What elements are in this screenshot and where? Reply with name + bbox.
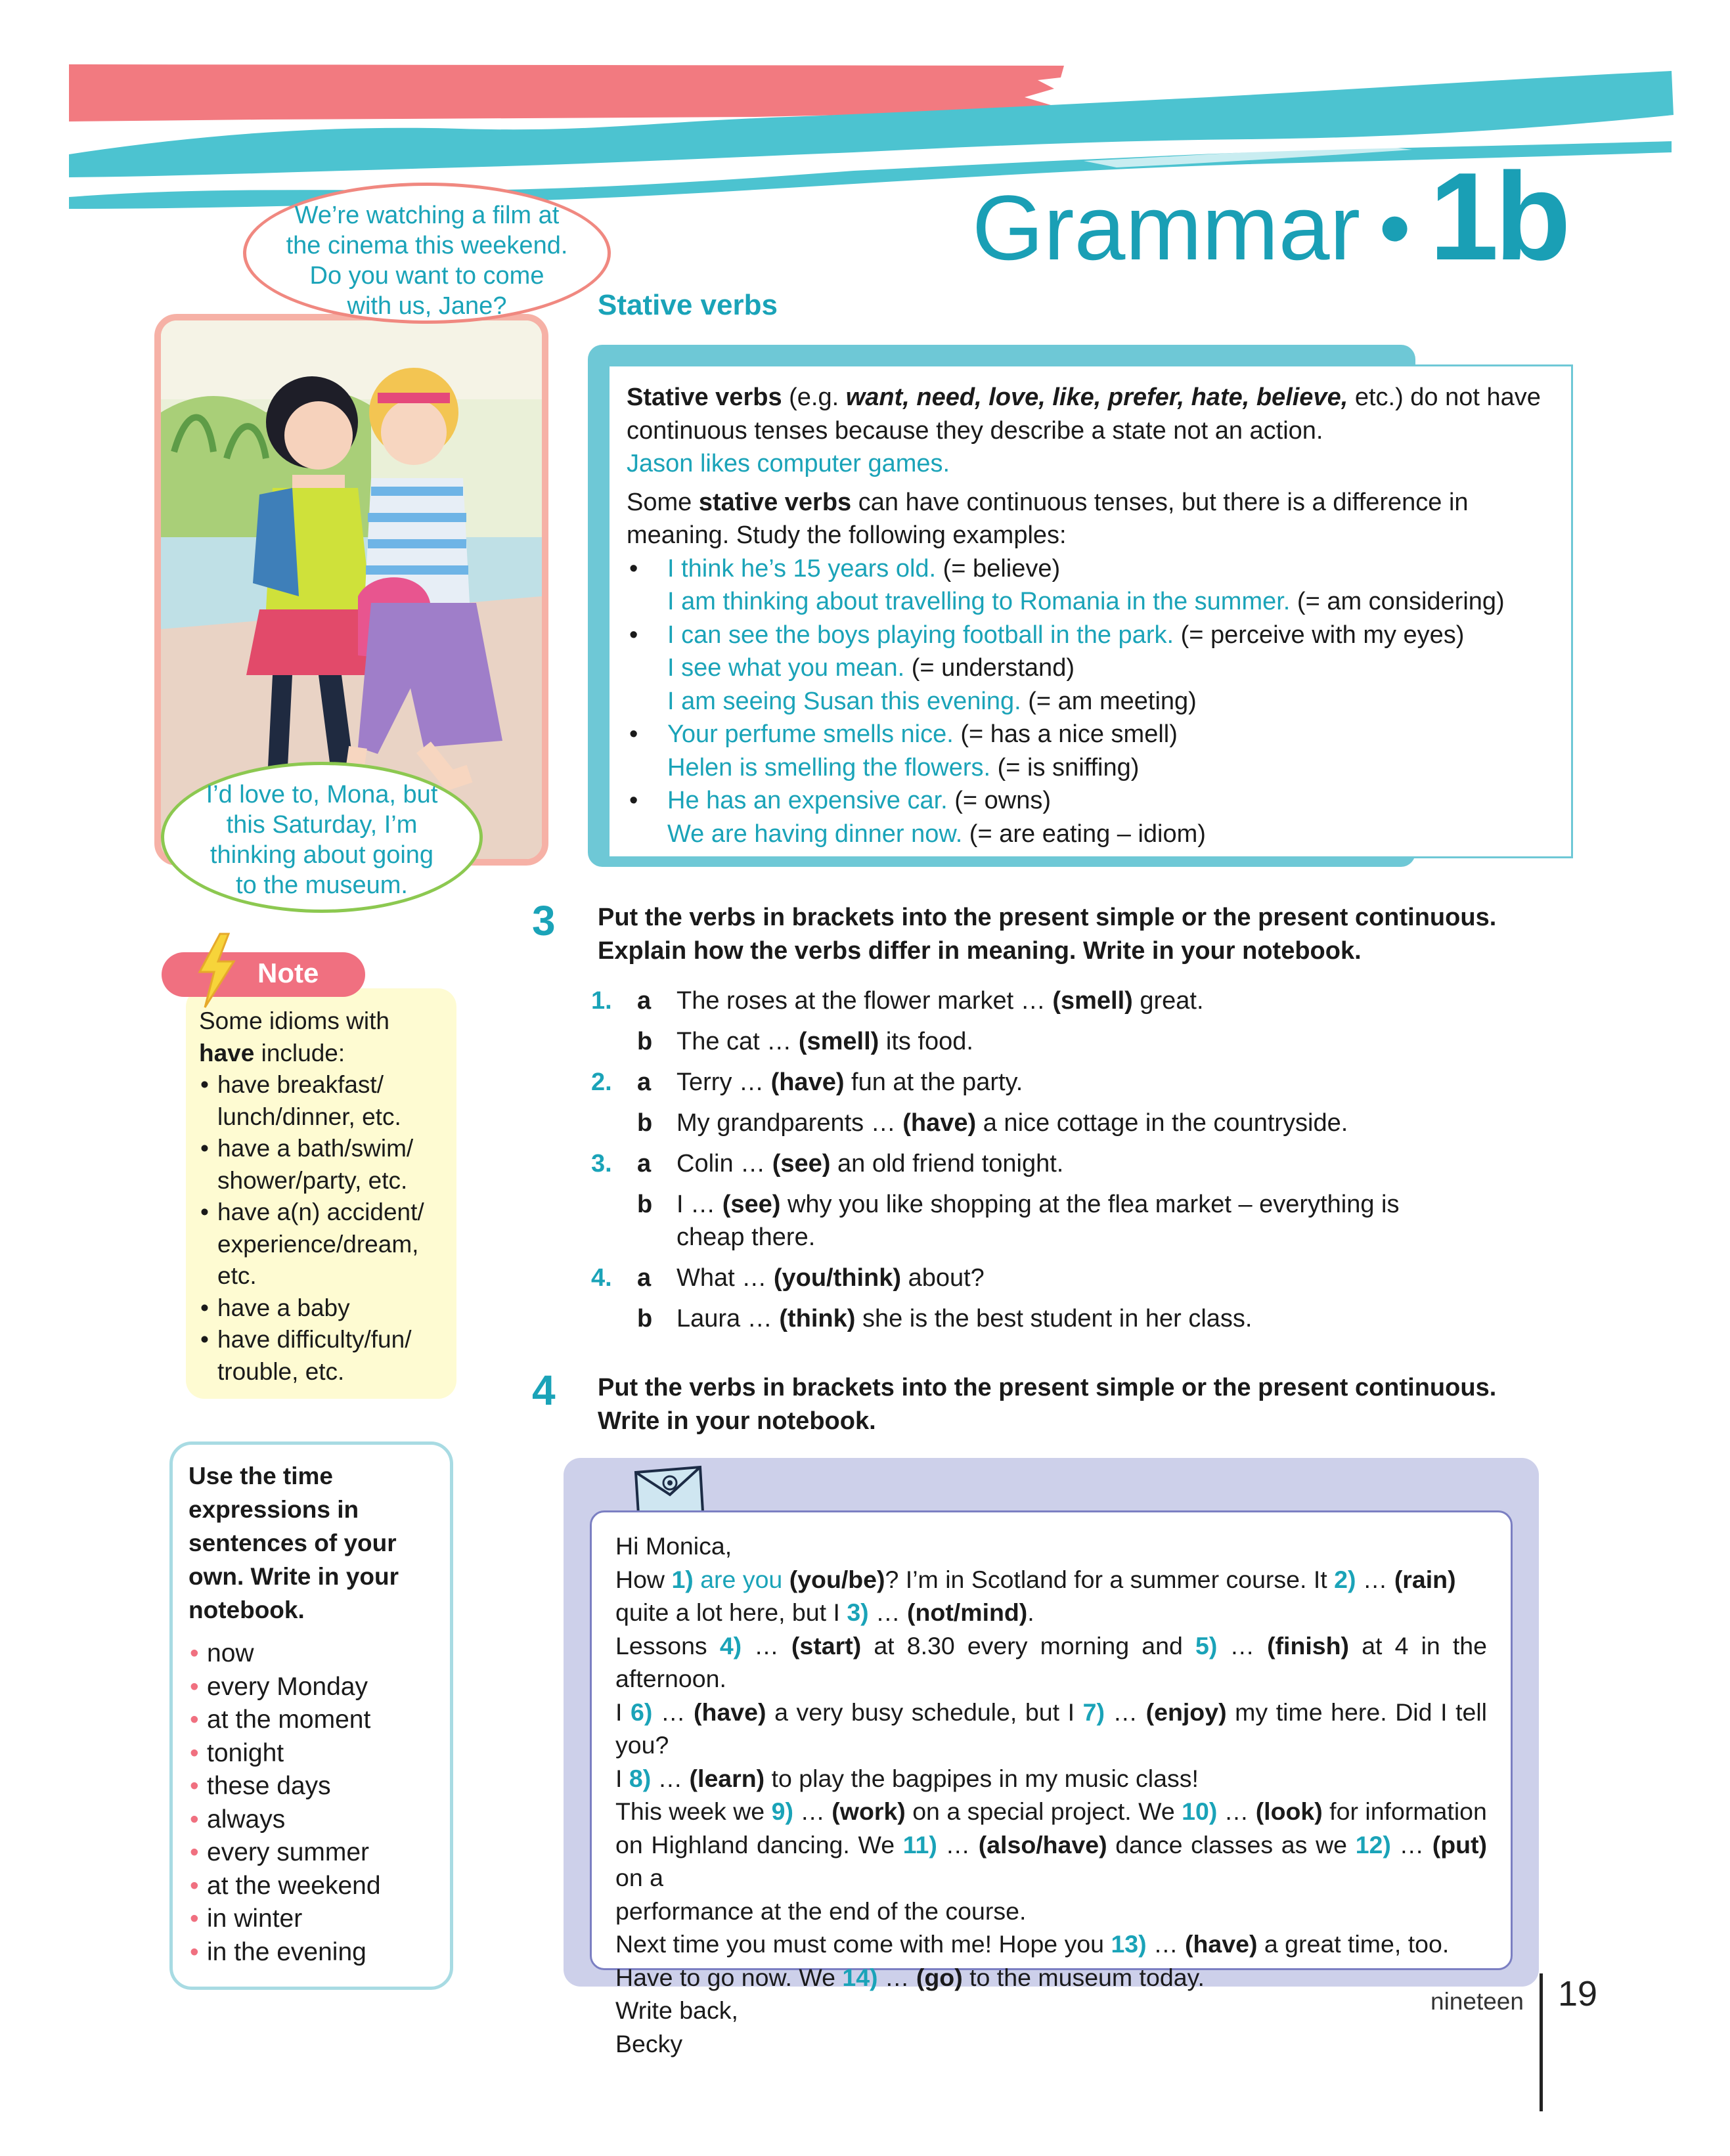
item-text: My grandparents … [676,1109,903,1137]
email-line: I 8) … (learn) to play the bagpipes in my music class! [615,1764,1199,1792]
example-item [627,685,1554,718]
note-box [186,988,456,1399]
example-sentence: I think he’s 15 years old. [667,554,937,583]
email-line: Becky [615,2029,683,2057]
item-letter: a [637,1150,652,1177]
note-list [199,1069,447,1388]
example-sentence: I am thinking about travelling to Romania in the summer. [667,588,1291,615]
item-letter: b [637,1028,653,1055]
bubble-line: I’d love to, Mona, but [206,781,438,808]
time-expression: • at the weekend [189,1870,434,1903]
note-item: • have a baby [199,1292,447,1325]
bubble-line: to the museum. [236,871,408,899]
bubble-line: thinking about going [210,841,434,869]
item-number: 1. [591,987,612,1015]
item-letter: a [637,1068,652,1096]
item-verb: (smell) [1052,987,1133,1015]
page-divider [1540,1973,1543,2111]
rule-verb-list: want, need, love, like, prefer, hate, believe, [845,384,1348,411]
mona-speech-bubble [243,183,611,324]
item-text: an old friend tonight. [830,1150,1064,1177]
envelope-at-icon [632,1463,705,1517]
example-gloss: (= understand) [904,654,1075,682]
exercise-item [578,1298,1563,1339]
item-verb: (you/think) [773,1264,902,1292]
instruction-line: Put the verbs in brackets into the present simple or the present continuous. [598,1374,1497,1401]
rule-note [627,486,1554,552]
exercise-item [578,1021,1563,1062]
time-expression: • at the moment [189,1704,434,1737]
time-expression: • these days [189,1770,434,1803]
item-letter: b [637,1305,653,1332]
example-gloss: (= am meeting) [1021,687,1197,715]
email-line: Have to go now. We 14) … (go) to the museum today. [615,1963,1205,1991]
bubble-line: Do you want to come [309,262,544,290]
time-expression: • tonight [189,1737,434,1771]
bubble-line: We’re watching a film at [294,202,560,229]
example-sentence: I see what you mean. [667,654,905,682]
item-text: Colin … [676,1150,772,1177]
example-sentence: Your perfume smells nice. [667,720,954,748]
rule-text: etc.) do not have continuous tenses because they describe a state not an action. [627,384,1541,445]
item-text: why you like shopping at the flea market – everything is cheap there. [676,1191,1400,1251]
lightning-bolt-icon [190,931,243,1010]
note-intro: Some idioms with have include: [199,1007,389,1067]
note-item: • have a(n) accident/ experience/dream, etc. [199,1197,447,1292]
item-text: fun at the party. [844,1068,1023,1096]
time-expressions-box [169,1441,453,1990]
exercise-number: 3 [532,897,556,944]
example-gloss: (= has a nice smell) [953,720,1178,748]
example-item [627,751,1554,785]
item-letter: b [637,1109,653,1137]
bubble-line: this Saturday, I’m [226,811,418,839]
example-item [627,784,1554,818]
example-gloss: (= am considering) [1290,588,1505,615]
email-line: on Highland dancing. We 11) … (also/have) dance classes as we 12) … (put) on a [615,1830,1487,1891]
example-gloss: (= believe) [936,554,1061,583]
exercise-items [578,980,1563,1339]
title-dot: • [1379,176,1411,279]
item-text: about? [901,1264,985,1292]
example-sentence: Helen is smelling the flowers. [667,753,991,781]
time-expression: • in the evening [189,1936,434,1969]
item-text: I … [676,1191,722,1218]
example-sentence: I can see the boys playing football in the park. [667,621,1174,649]
time-expressions-heading: Use the time expressions in sentences of your own. Write in your notebook. [189,1463,399,1623]
email-line: Write back, [615,1996,738,2024]
item-letter: b [637,1191,653,1218]
time-expression: • in winter [189,1903,434,1936]
rule-example: Jason likes computer games. [627,450,950,477]
title-word: Grammar [972,176,1361,279]
exercise-item [578,1258,1563,1298]
example-gloss: (= owns) [947,787,1052,814]
time-expression: • now [189,1637,434,1671]
item-text: she is the best student in her class. [855,1305,1253,1332]
example-gloss: (= is sniffing) [990,753,1140,781]
item-number: 3. [591,1150,612,1177]
item-text: its food. [879,1028,973,1055]
item-verb: (smell) [798,1028,879,1055]
rule-text: Some [627,488,699,516]
example-item [627,619,1554,652]
rule-text: (e.g. [782,384,846,411]
item-text: What … [676,1264,774,1292]
jane-speech-bubble [161,762,483,913]
example-sentence: I am seeing Susan this evening. [667,687,1021,715]
exercise-item [578,980,1563,1021]
instruction-line: Put the verbs in brackets into the present simple or the present continuous. [598,904,1497,931]
time-expression: • every Monday [189,1671,434,1704]
grammar-rule-box [608,364,1573,858]
item-letter: a [637,1264,652,1292]
time-expressions-list [189,1637,434,1969]
email-line: performance at the end of the course. [615,1897,1027,1925]
exercise-number: 4 [532,1367,556,1414]
time-expression: • every summer [189,1836,434,1870]
item-text: The roses at the flower market … [676,987,1053,1015]
item-number: 2. [591,1068,612,1096]
instruction-line: Explain how the verbs differ in meaning. Write in your notebook. [598,937,1362,965]
example-item [627,818,1554,851]
example-gloss: (= are eating – idiom) [962,820,1206,848]
note-item: • have a bath/swim/ shower/party, etc. [199,1133,447,1197]
email-line: Lessons 4) … (start) at 8.30 every morning and 5) … (finish) at 4 in the afternoon. [615,1631,1488,1692]
item-text: The cat … [676,1028,799,1055]
page-number: 19 [1558,1974,1598,2013]
item-verb: (see) [722,1191,781,1218]
item-verb: (have) [902,1109,977,1137]
item-letter: a [637,987,652,1015]
example-item [627,651,1554,685]
item-verb: (have) [770,1068,845,1096]
instruction-line: Write in your notebook. [598,1407,876,1435]
email-line: How 1) are you (you/be)? I’m in Scotland for a summer course. It 2) … (rain) [615,1565,1456,1593]
exercise-item [578,1143,1563,1184]
rule-text: can have continuous tenses, but there is a difference in meaning. Study the following examples: [627,488,1469,549]
exercise-item [578,1103,1563,1143]
email-line: quite a lot here, but I 3) … (not/mind). [615,1598,1034,1626]
example-item [627,552,1554,586]
example-item [627,585,1554,619]
bubble-line: with us, Jane? [347,292,507,320]
example-sentence: He has an expensive car. [667,787,948,814]
exercise-instruction [598,1371,1496,1438]
email-line: I 6) … (have) a very busy schedule, but I 7) … (enjoy) my time here. Did I tell you? [615,1698,1488,1759]
item-text: Laura … [676,1305,780,1332]
example-gloss: (= perceive with my eyes) [1174,621,1465,649]
page-number-word: nineteen [1431,1988,1524,2015]
section-heading: Stative verbs [598,289,778,321]
page-title [972,147,1567,286]
exercise-item [578,1062,1563,1103]
rule-term: Stative verbs [627,384,782,411]
email-line: This week we 9) … (work) on a special project. We 10) … (look) for information [615,1797,1487,1825]
item-text: Terry … [676,1068,771,1096]
item-verb: (think) [779,1305,856,1332]
note-item: • have breakfast/ lunch/dinner, etc. [199,1069,447,1133]
item-text: a nice cottage in the countryside. [976,1109,1348,1137]
title-code: 1b [1429,147,1567,286]
email-line: Hi Monica, [615,1532,732,1560]
exercise-item [578,1184,1465,1258]
item-verb: (see) [772,1150,831,1177]
rule-intro [627,381,1554,447]
email-line: Next time you must come with me! Hope you 13) … (have) a great time, too. [615,1930,1450,1958]
exercise-instruction [598,901,1496,968]
note-item: • have difficulty/fun/ trouble, etc. [199,1324,447,1388]
bubble-line: the cinema this weekend. [286,232,568,259]
time-expression: • always [189,1803,434,1837]
example-item [627,718,1554,751]
note-label: Note [257,957,319,988]
example-sentence: We are having dinner now. [667,820,963,848]
item-number: 4. [591,1264,612,1292]
item-text: great. [1132,987,1204,1015]
rule-term: stative verbs [698,488,852,516]
